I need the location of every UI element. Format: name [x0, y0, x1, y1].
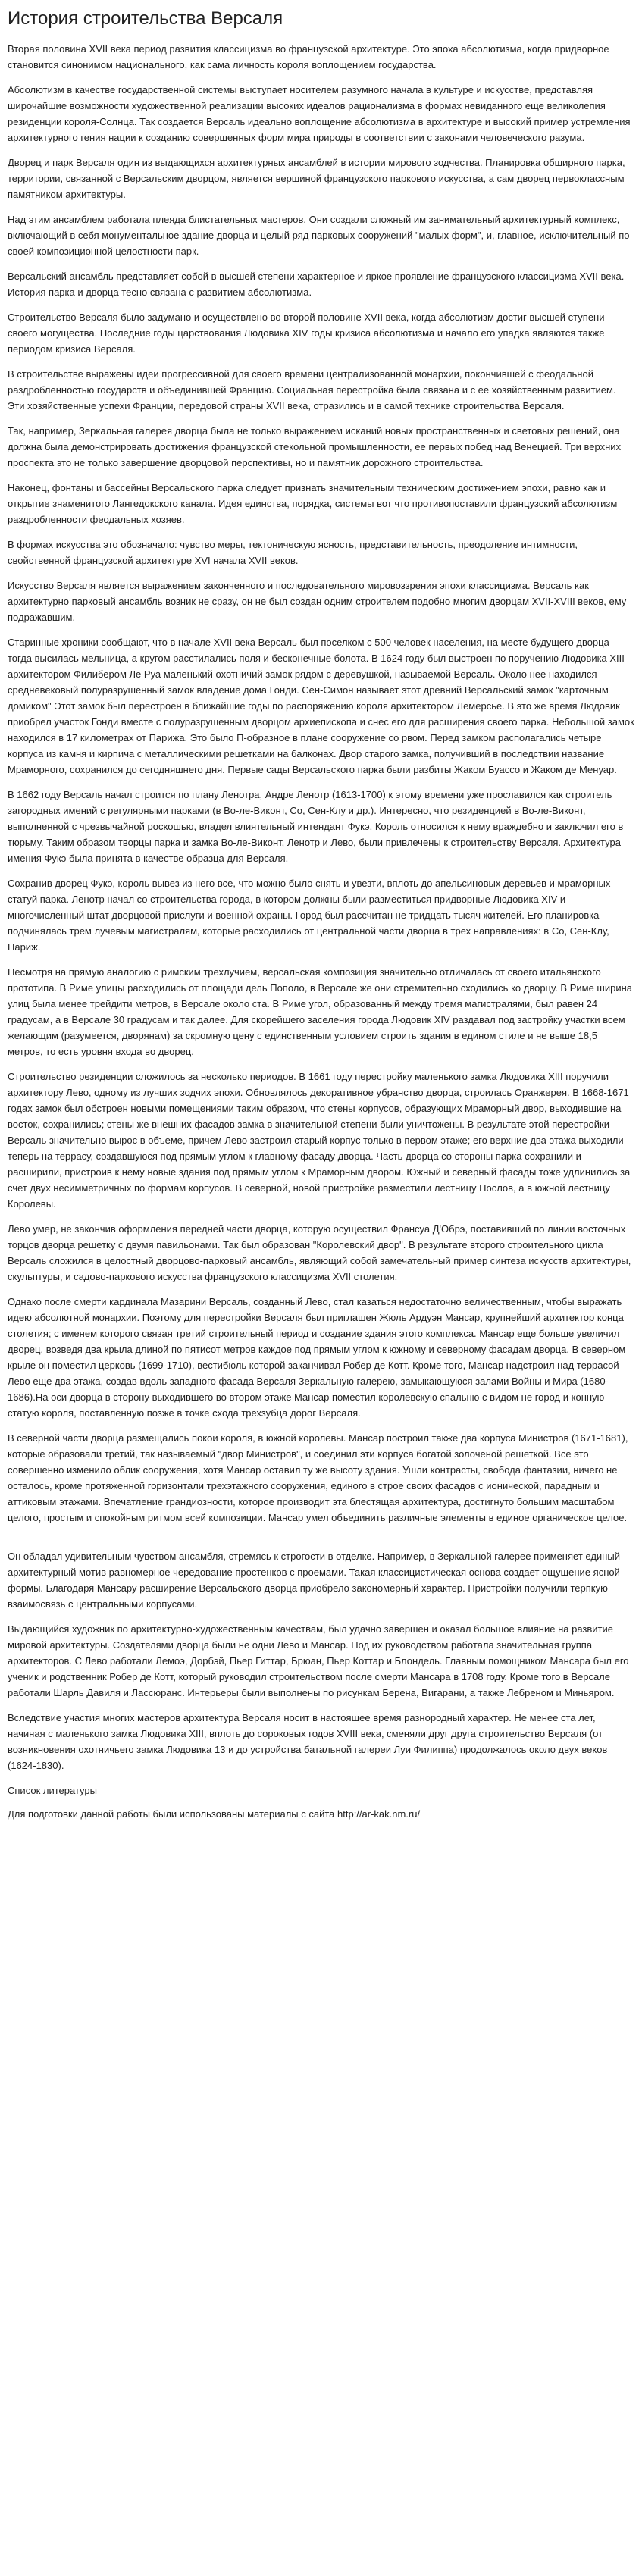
article-paragraph: Выдающийся художник по архитектурно-художественным качествам, был удачно завершен и оказал большое влияние на развитие мировой архитектуры. Создателями дворца были не одни Лево и Мансар. Под их руководством работала значительная группа архитекторов. С Лево работали Лемоэ, Дорбэй, Пьер Гиттар, Брюан, Пьер Коттар и Блондель. Главным помощником Мансара был его ученик и родственник Робер де Котт, который руководил строительством после смерти Мансара в 1708 году. Кроме того в Версале работали Шарль Давиля и Лассюранс. Интерьеры были выполнены по рисункам Берена, Вигарани, а также Лебреном и Миньяром.	[8, 1623, 629, 1698]
article-paragraph: В 1662 году Версаль начал строится по плану Ленотра, Андре Ленотр (1613-1700) к этому времени уже прославился как строитель загородных имений с регулярными парками (в Во-ле-Виконт, Со, Сен-Клу и др.). Интересно, что резиденцией в Во-ле-Виконт, выполненной с чрезвычайной роскошью, владел влиятельный интендант Фукэ. Король относился к нему враждебно и заключил его в тюрьму. Таким образом творцы парка и замка Во-ле-Виконт, Ленотр и Лево, были привлечены к строительству Версаля. Архитектура имения Фукэ была принята в качестве образца для Версаля.	[8, 789, 624, 864]
article-body	[8, 41, 634, 1773]
article-paragraph: Так, например, Зеркальная галерея дворца была не только выражением исканий новых пространственных и световых решений, она должна была демонстрировать достижения французской стекольной промышленности, ее первых побед над Венецией. Три верхних проспекта это не только завершение дворцовой перспективы, но и памятник дорожного строительства.	[8, 425, 622, 468]
article-paragraph: Строительство резиденции сложилось за несколько периодов. В 1661 году перестройку маленького замка Людовика XIII поручили архитектору Лево, одному из лучших зодчих эпохи. Обновлялось декоративное убранство дворца, строилась Оранжерея. В 1668-1671 годах замок был обстроен новыми помещениями таким образом, что стены корпусов, образующих Мраморный двор, выходившие на восток, сохранились; стены же внешних фасадов замка в значительной степени были уничтожены. В результате этой перестройки Версаль значительно вырос в объеме, причем Лево застроил старый корпус только в первом этаже; его верхние два этажа выходили теперь на террасу, создавшуюся под прямым углом к главному фасаду дворца. Часть дворца со стороны парка сохранили и расширили, пристроив к нему новые здания под прямым углом к Мраморным двором. Южный и северный фасады тоже удлинились за счет двух несимметричных по формам корпусов. В северной, новой пристройке разместили лестницу Послов, а в южной лестницу Королевы.	[8, 1071, 631, 1210]
article-paragraph: Дворец и парк Версаля один из выдающихся архитектурных ансамблей в истории мирового зодчества. Планировка обширного парка, территории, связанной с Версальским дворцом, является вершиной французского паркового искусства, а сам дворец первоклассным памятником архитектуры.	[8, 157, 625, 200]
article-paragraph: Лево умер, не закончив оформления передней части дворца, которую осуществил Франсуа Д'Обрэ, поставивший по линии восточных торцов дворца решетку с двумя павильонами. Так был образован "Королевский двор". В результате второго строительного цикла Версаль сложился в целостный дворцово-парковый ансамбль, являющий собой замечательный пример синтеза искусств архитектуры, скульптуры, и садово-паркового искусства французского классицизма XVII столетия.	[8, 1223, 631, 1282]
article-paragraph: Наконец, фонтаны и бассейны Версальского парка следует признать значительным техническим достижением эпохи, равно как и открытие знаменитого Лангедокского канала. Идея единства, порядка, системы вот что противопоставили французский абсолютизм раздробленности феодальных хозяев.	[8, 482, 618, 525]
article-paragraph: Абсолютизм в качестве государственной системы выступает носителем разумного начала в культуре и искусстве, представляя широчайшие возможности художественной реализации высоких идеалов рационализма в формах невиданного еще великолепия резиденции короля-Солнца. Так создается Версаль идеально воплощение абсолютизма в архитектуре и высокий пример устремления архитектурного гения нации к созданию совершенных форм мира природы в соответствии с законами человеческого разума.	[8, 84, 631, 143]
article-paragraph: В строительстве выражены идеи прогрессивной для своего времени централизованной монархии, покончившей с феодальной раздробленностью государств и объединившей Францию. Социальная перестройка была связана и с ее хозяйственным развитием. Эти хозяйственные успехи Франции, передовой страны XVII века, отразились и в самой технике строительства Версаля.	[8, 368, 616, 412]
article-footer	[8, 1783, 634, 1822]
article-paragraph: В северной части дворца размещались покои короля, в южной королевы. Мансар построил также два корпуса Министров (1671-1681), которые образовали третий, так называемый "двор Министров", и соединил эти корпуса богатой золоченой решеткой. Все это совершенно изменило облик сооружения, хотя Мансар оставил ту же высоту здания. Ушли контрасты, свобода фантазии, ничего не осталось, кроме протяженной горизонтали трехэтажного сооружения, единого в строе своих фасадов с ионической, парадным и аттиковым этажами. Впечатление грандиозности, которое производит эта блестящая архитектура, достигнуто большим масштабом целого, простым и спокойным ритмом всей композиции. Мансар умел объединить различные элементы в единое органическое целое.	[8, 1432, 628, 1523]
article-paragraph: Несмотря на прямую аналогию с римским трехлучием, версальская композиция значительно отличалась от своего итальянского прототипа. В Риме улицы расходились от площади дель Пополо, в Версале же они стремительно сходились ко дворцу. В Риме ширина улиц была менее трейдити метров, в Версале около ста. В Риме угол, образованный между тремя магистралями, был равен 24 градусам, а в Версале 30 градусам и так далее. Для скорейшего заселения города Людовик XIV раздавал под застройку участки всем желающим (разумеется, дворянам) за скромную цену с единственным условием строить здания в едином стиле и не выше 18,5 метров, то есть уровня входа во дворец.	[8, 966, 633, 1057]
article-paragraph: Вторая половина XVII века период развития классицизма во французской архитектуре. Это эпоха абсолютизма, когда придворное становится синонимом национального, как сама личность короля воплощением государства.	[8, 43, 609, 70]
article-paragraph: Однако после смерти кардинала Мазарини Версаль, созданный Лево, стал казаться недостаточно величественным, чтобы выражать идею абсолютной монархии. Поэтому для перестройки Версаля был приглашен Жюль Ардуэн Мансар, крупнейший архитектор конца столетия; с именем которого связан третий строительный период и создание здания этого комплекса. Мансар еще больше увеличил дворец, возведя два крыла длиной по пятисот метров каждое под прямым углом к южному и северному фасадам дворца. В северном крыле он поместил церковь (1699-1710), вестибюль которой заканчивал Робер де Котт. Кроме того, Мансар надстроил над террасой Лево еще два этажа, создав вдоль западного фасада Версаля Зеркальную галерею, замыкающуюся залами Войны и Мира (1680-1686).На оси дворца в сторону выходившего во втором этаже Мансар поместил королевскую спальню с видом не город и конную статую короля, поставленную позже в точке схода трехзубца дорог Версаля.	[8, 1296, 626, 1419]
article-paragraph: Он обладал удивительным чувством ансамбля, стремясь к строгости в отделке. Например, в Зеркальной галерее применяет единый архитектурный мотив равномерное чередование простенков с проемами. Такая классицистическая основа создает ощущение ясной формы. Благодаря Мансару расширение Версальского дворца приобрело закономерный характер. Пристройки получили терпкую взаимосвязь с центральными корпусами.	[8, 1551, 620, 1610]
references-heading: Список литературы	[8, 1785, 97, 1796]
source-note[interactable]: Для подготовки данной работы были использованы материалы с сайта http://ar-kak.nm.ru/	[8, 1808, 421, 1820]
article-paragraph: В формах искусства это обозначало: чувство меры, тектоническую ясность, представительность, преодоление интимности, свойственной французской архитектуре XVI начала XVII веков.	[8, 539, 578, 566]
article-paragraph: Искусство Версаля является выражением законченного и последовательного мировоззрения эпохи классицизма. Версаль как архитектурно парковый ансамбль возник не сразу, он не был создан одним строителем подобно многим дворцам XVII-XVIII веков, ему подражавшим.	[8, 580, 627, 623]
article-paragraph: Вследствие участия многих мастеров архитектура Версаля носит в настоящее время разнородный характер. Не менее ста лет, начиная с маленького замка Людовика XIII, вплоть до сороковых годов XVIII века, сменяли друг друга строительство Версаля (от возникновения охотничьего замка Людовика 13 и до устройства батальной галереи Луи Филиппа) продолжалось около двух веков (1624-1830).	[8, 1712, 608, 1771]
article-paragraph: Над этим ансамблем работала плеяда блистательных мастеров. Они создали сложный им занимательный архитектурный комплекс, включающий в себя монументальное здание дворца и целый ряд парковых сооружений "малых форм", и, главное, исключительный по своей композиционной целостности парк.	[8, 214, 630, 257]
article-paragraph: Строительство Версаля было задумано и осуществлено во второй половине XVII века, когда абсолютизм достиг высшей ступени своего могущества. Последние годы царствования Людовика XIV годы кризиса абсолютизма и начало его упадка являются также периодом кризиса Версаля.	[8, 311, 605, 355]
article-paragraph: Старинные хроники сообщают, что в начале XVII века Версаль был поселком с 500 человек населения, на месте будущего дворца тогда высилась мельница, а кругом расстилались поля и бесконечные болота. В 1624 году был выстроен по поручению Людовика XIII архитектором Филибером Ле Руа маленький охотничий замок рядом с деревушкой, называемой Версаль. Около нее находился средневековый полуразрушенный замок владение дома Гонди. Сен-Симон называет этот древний Версальский замок "карточным домиком" Этот замок был перестроен в ближайшие годы по распоряжению короля архитектором Лемерсье. В это же время Людовик приобрел участок Гонди вместе с полуразрушенным дворцом архиепископа и снес его для расширения своего парка. Небольшой замок находился в 17 километрах от Парижа. Это было П-образное в плане сооружение со рвом. Перед замком располагались четыре корпуса из камня и кирпича с металлическими решетками на балконах. Двор старого замка, получивший в последствии название Мраморного, сохранился до сегодняшнего дня. Первые сады Версальского парка были разбиты Жаком Буассо и Жаком де Менуар.	[8, 637, 634, 775]
article-paragraph: Сохранив дворец Фукэ, король вывез из него все, что можно было снять и увезти, вплоть до апельсиновых деревьев и мраморных статуй парка. Ленотр начал со строительства города, в котором должны были разместиться придворные Людовика XIV и многочисленный штат дворцовой прислуги и военной охраны. Город был рассчитан не тридцать тысяч жителей. Его планировка подчинялась трем лучевым магистралям, которые расходились от центральной части дворца в трех направлениях: в Со, Сен-Клу, Париж.	[8, 878, 611, 953]
article-title: История строительства Версаля	[8, 8, 283, 29]
article-paragraph: Версальский ансамбль представляет собой в высшей степени характерное и яркое проявление французского классицизма XVII века. История парка и дворца тесно связана с развитием абсолютизма.	[8, 271, 625, 298]
